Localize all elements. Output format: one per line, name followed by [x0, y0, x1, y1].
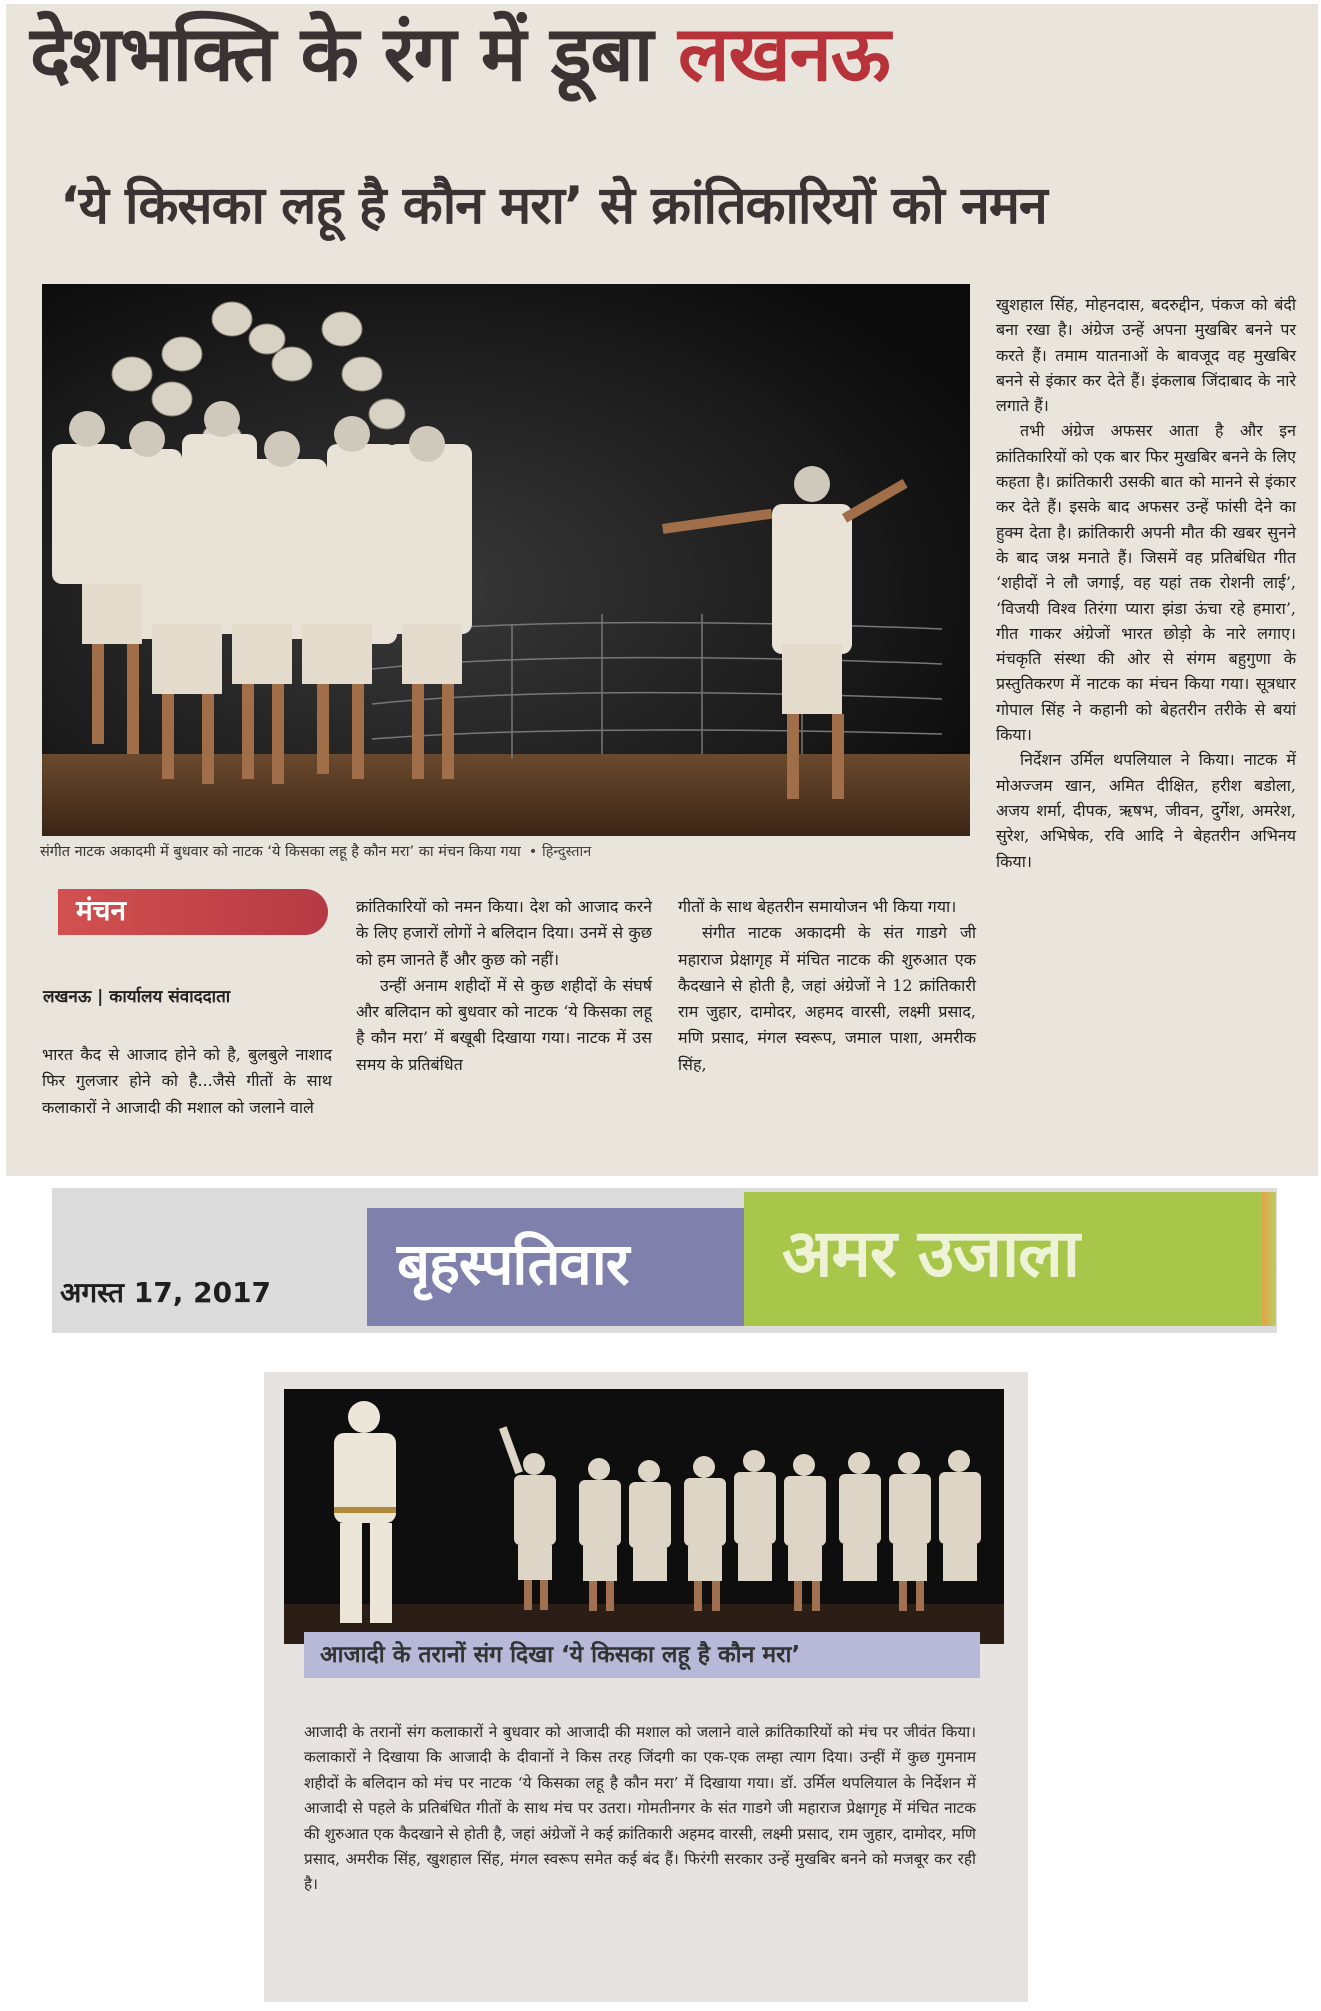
article-column-1 — [42, 1042, 332, 1121]
stage-photo-main — [42, 284, 970, 836]
headline-main: देशभक्ति के रंग में डूबा — [30, 9, 678, 98]
clipping2-headline-band — [304, 1632, 980, 1678]
masthead-weekday: बृहस्पतिवार — [397, 1230, 629, 1298]
section-tag — [48, 889, 328, 935]
photo-credit: • हिन्दुस्तान — [528, 844, 592, 860]
newspaper-logo: अमर उजाला — [782, 1215, 1079, 1292]
byline: लखनऊ | कार्यालय संवाददाता — [43, 987, 231, 1007]
article-paragraph: गीतों के साथ बेहतरीन समायोजन भी किया गया। — [678, 897, 957, 916]
article-paragraph: भारत कैद से आजाद होने को है, बुलबुले नाशाद फिर गुलजार होने को है...जैसे गीतों के साथ कलाकारों ने आजादी की मशाल को जलाने वाले — [42, 1045, 332, 1117]
headline-accent-lucknow: लखनऊ — [677, 9, 890, 98]
article-column-4 — [996, 292, 1296, 874]
masthead-weekday-band — [367, 1208, 744, 1326]
masthead-date: अगस्त 17, 2017 — [60, 1276, 272, 1309]
masthead-edge-stripe — [1262, 1192, 1276, 1326]
masthead-brand-band — [744, 1192, 1266, 1326]
article-paragraph: तभी अंग्रेज अफसर आता है और इन क्रांतिकारियों को एक बार फिर मुखबिर बनने के लिए कहता है। क्रांतिकारी उसकी बात को मानने से इंकार कर देते हैं। इसके बाद अफसर उन्हें फांसी देने का हुक्म देता है। क्रांतिकारी अपनी मौत की खबर सुनने के बाद जश्न मनाते हैं। जिसमें वह प्रतिबंधित गीत ‘शहीदों ने लौ जगाई, वह यहां तक रोशनी लाई’, ‘विजयी विश्व तिरंगा प्यारा झंडा ऊंचा रहे हमारा’, गीत गाकर अंग्रेजों भारत छोड़ो के नारे लगाए। मंचकृति संस्था की ओर से संगम बहुगुणा के प्रस्तुतिकरण में नाटक का मंचन किया गया। सूत्रधार गोपाल सिंह ने कहानी को बेहतरीन तरीके से बयां किया। — [996, 421, 1296, 745]
article-paragraph: निर्देशन उर्मिल थपलियाल ने किया। नाटक में मोअज्जम खान, अमित दीक्षित, हरीश बडोला, अजय शर्मा, दीपक, ऋषभ, जीवन, दुर्गेश, अमरेश, सुरेश, अभिषेक, रवि आदि ने बेहतरीन अभिनय किया। — [996, 750, 1296, 871]
clipping2-body: आजादी के तरानों संग कलाकारों ने बुधवार को आजादी की मशाल को जलाने वाले क्रांतिकारियों को मंच पर जीवंत किया। कलाकारों ने दिखाया कि आजादी के दीवानों ने किस तरह जिंदगी का एक-एक लम्हा त्याग दिया। उन्हीं में कुछ गुमनाम शहीदों के बलिदान को मंच पर नाटक ‘ये किसका लहू है कौन मरा’ में दिखाया गया। डॉ. उर्मिल थपलियाल के निर्देशन में आजादी से पहले के प्रतिबंधित गीतों के साथ मंच पर उतरा। गोमतीनगर के संत गाडगे जी महाराज प्रेक्षागृह में मंचित नाटक की शुरुआत एक कैदखाने से होती है, जहां अंग्रेजों ने कई क्रांतिकारी अहमद वारसी, लक्ष्मी प्रसाद, राम जुहार, दामोदर, मणि प्रसाद, अमरीक सिंह, खुशहाल सिंह, मंगल स्वरूप समेत कई बंद हैं। फिरंगी सरकार उन्हें मुखबिर बनने को मजबूर कर रही है। — [304, 1723, 976, 1894]
article-paragraph: खुशहाल सिंह, मोहनदास, बदरुद्दीन, पंकज को बंदी बना रखा है। अंग्रेज उन्हें अपना मुखबिर बनने पर करते हैं। तमाम यातनाओं के बावजूद वह मुखबिर बनने से इंकार कर देते हैं। इंकलाब जिंदाबाद के नारे लगाते हैं। — [996, 295, 1296, 416]
clipping2-headline: आजादी के तरानों संग दिखा ‘ये किसका लहू है कौन मरा’ — [320, 1642, 801, 1668]
section-tag-label: मंचन — [76, 894, 127, 927]
photo-caption — [40, 842, 970, 862]
caption-text: संगीत नाटक अकादमी में बुधवार को नाटक ‘ये किसका लहू है कौन मरा’ का मंचन किया गया — [40, 844, 521, 860]
stage-photo-secondary — [284, 1389, 1004, 1644]
article-paragraph: संगीत नाटक अकादमी के संत गाडगे जी महाराज प्रेक्षागृह में मंचित नाटक की शुरुआत एक कैदखाने से होती है, जहां अंग्रेजों ने 12 क्रांतिकारी राम जुहार, दामोदर, अहमद वारसी, लक्ष्मी प्रसाद, मणि प्रसाद, मंगल स्वरूप, जमाल पाशा, अमरीक सिंह, — [678, 923, 976, 1074]
article-column-3 — [678, 894, 976, 1078]
headline — [30, 8, 889, 100]
article-paragraph: क्रांतिकारियों को नमन किया। देश को आजाद करने के लिए हजारों लोगों ने बलिदान दिया। उनमें से कुछ को हम जानते हैं और कुछ को नहीं। — [356, 897, 652, 969]
article-column-2 — [356, 894, 652, 1078]
article-paragraph: उन्हीं अनाम शहीदों में से कुछ शहीदों के संघर्ष और बलिदान को बुधवार को नाटक ‘ये किसका लहू है कौन मरा’ में बखूबी दिखाया गया। नाटक में उस समय के प्रतिबंधित — [356, 975, 652, 1074]
subheadline: ‘ये किसका लहू है कौन मरा’ से क्रांतिकारियों को नमन — [60, 176, 1047, 236]
